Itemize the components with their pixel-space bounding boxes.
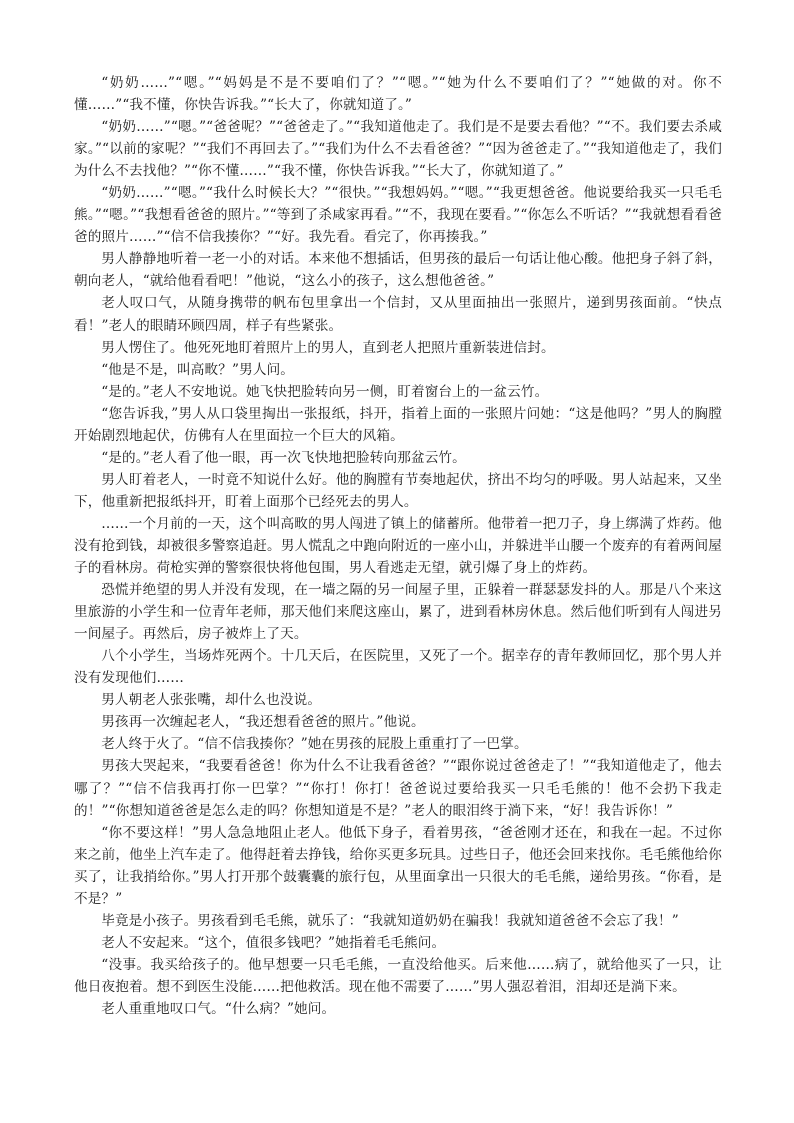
paragraph: 八个小学生，当场炸死两个。十几天后，在医院里，又死了一个。据幸存的青年教师回忆，那个男人并没有发现他们…… bbox=[74, 648, 722, 687]
paragraph: “你不要这样！”男人急急地阻止老人。他低下身子，看着男孩，“爸爸刚才还在，和我在一起。不过你来之前，他坐上汽车走了。他得赶着去挣钱，给你买更多玩具。过些日子，他还会回来找你。毛毛熊他给你买了，让我捎给你。”男人打开那个鼓囊囊的旅行包，从里面拿出一只很大的毛毛熊，递给男孩。“你看，是不是？” bbox=[74, 824, 722, 907]
paragraph: 毕竟是小孩子。男孩看到毛毛熊，就乐了：“我就知道奶奶在骗我！我就知道爸爸不会忘了我！” bbox=[101, 912, 679, 929]
paragraph: 老人终于火了。“信不信我揍你？”她在男孩的屁股上重重打了一巴掌。 bbox=[101, 736, 528, 753]
paragraph: 男人朝老人张张嘴，却什么也没说。 bbox=[101, 692, 322, 709]
paragraph: “奶奶……”“嗯。”“爸爸呢？”“爸爸走了。”“我知道他走了。我们是不是要去看他？”“不。我们要去杀咸家。”“以前的家呢？”“我们不再回去了。”“我们为什么不去看爸爸？”“因为爸爸走了。”“我知道他走了，我们为什么不去找他？”“你不懂……”“我不懂，你快告诉我。”“长大了，你就知道了。” bbox=[74, 119, 722, 180]
paragraph: “没事。我买给孩子的。他早想要一只毛毛熊，一直没给他买。后来他……病了，就给他买了一只，让他日夜抱着。想不到医生没能……把他救活。现在他不需要了……”男人强忍着泪，泪却还是淌下来。 bbox=[74, 956, 722, 995]
paragraph: ……一个月前的一天，这个叫高畋的男人闯进了镇上的储蓄所。他带着一把刀子，身上绑满了炸药。他没有抢到钱，却被很多警察追赶。男人慌乱之中跑向附近的一座小山，并躲进半山腰一个废弃的有着两间屋子的看林房。荷枪实弹的警察很快将他包围，男人看逃走无望，就引爆了身上的炸药。 bbox=[74, 515, 722, 577]
paragraph: 老人重重地叹口气。“什么病？”她问。 bbox=[101, 1000, 336, 1017]
paragraph: 男人静静地听着一老一小的对话。本来他不想插话，但男孩的最后一句话让他心酸。他把身子斜了斜，朝向老人，“就给他看看吧！”他说，“这么小的孩子，这么想他爸爸。” bbox=[74, 251, 722, 290]
paragraph: 恐慌并绝望的男人并没有发现，在一墙之隔的另一间屋子里，正躲着一群瑟瑟发抖的人。那是八个来这里旅游的小学生和一位青年老师，那天他们来爬这座山，累了，进到看林房休息。然后他们听到有人闯进另一间屋子。再然后，房子被炸上了天。 bbox=[74, 582, 722, 643]
paragraph: 老人不安起来。“这个，值很多钱吧？”她指着毛毛熊问。 bbox=[101, 934, 446, 951]
paragraph: 男人盯着老人，一时竟不知说什么好。他的胸膛有节奏地起伏，挤出不均匀的呼吸。男人站起来，又坐下，他重新把报纸抖开，盯着上面那个已经死去的男人。 bbox=[74, 471, 722, 510]
paragraph: “他是不是，叫高畋？”男人问。 bbox=[101, 361, 295, 378]
paragraph: “是的。”老人不安地说。她飞快把脸转向另一侧，盯着窗台上的一盆云竹。 bbox=[101, 383, 549, 400]
paragraph: 老人叹口气，从随身携带的帆布包里拿出一个信封，又从里面抽出一张照片，递到男孩面前。“快点看！”老人的眼睛环顾四周，样子有些紧张。 bbox=[74, 295, 722, 334]
paragraph: 男人愣住了。他死死地盯着照片上的男人，直到老人把照片重新装进信封。 bbox=[101, 339, 555, 356]
paragraph: 男孩大哭起来，“我要看爸爸！你为什么不让我看爸爸？”“跟你说过爸爸走了！”“我知道他走了，他去哪了？”“信不信我再打你一巴掌？”“你打！你打！爸爸说过要给我买一只毛毛熊的！他不会扔下我走的！”“你想知道爸爸是怎么走的吗？你想知道是不是？”老人的眼泪终于淌下来，“好！我告诉你！” bbox=[74, 758, 722, 819]
paragraph: “是的。”老人看了他一眼，再一次飞快地把脸转向那盆云竹。 bbox=[101, 449, 466, 466]
paragraph: “奶奶……”“嗯。”“妈妈是不是不要咱们了？”“嗯。”“她为什么不要咱们了？”“她做的对。你不懂……”“我不懂，你快告诉我。”“长大了，你就知道了。” bbox=[74, 75, 722, 114]
article-body bbox=[74, 72, 722, 1020]
paragraph: “您告诉我，”男人从口袋里掏出一张报纸，抖开，指着上面的一张照片问她：“这是他吗？”男人的胸膛开始剧烈地起伏，仿佛有人在里面拉一个巨大的风箱。 bbox=[74, 405, 722, 444]
paragraph: “奶奶……”“嗯。”“我什么时候长大？”“很快。”“我想妈妈。”“嗯。”“我更想爸爸。他说要给我买一只毛毛熊。”“嗯。”“我想看爸爸的照片。”“等到了杀咸家再看。”“不，我现在要看。”“你怎么不听话？”“我就想看看爸爸的照片……”“信不信我揍你？”“好。我先看。看完了，你再揍我。” bbox=[74, 185, 722, 246]
paragraph: 男孩再一次缠起老人，“我还想看爸爸的照片。”他说。 bbox=[101, 714, 425, 731]
